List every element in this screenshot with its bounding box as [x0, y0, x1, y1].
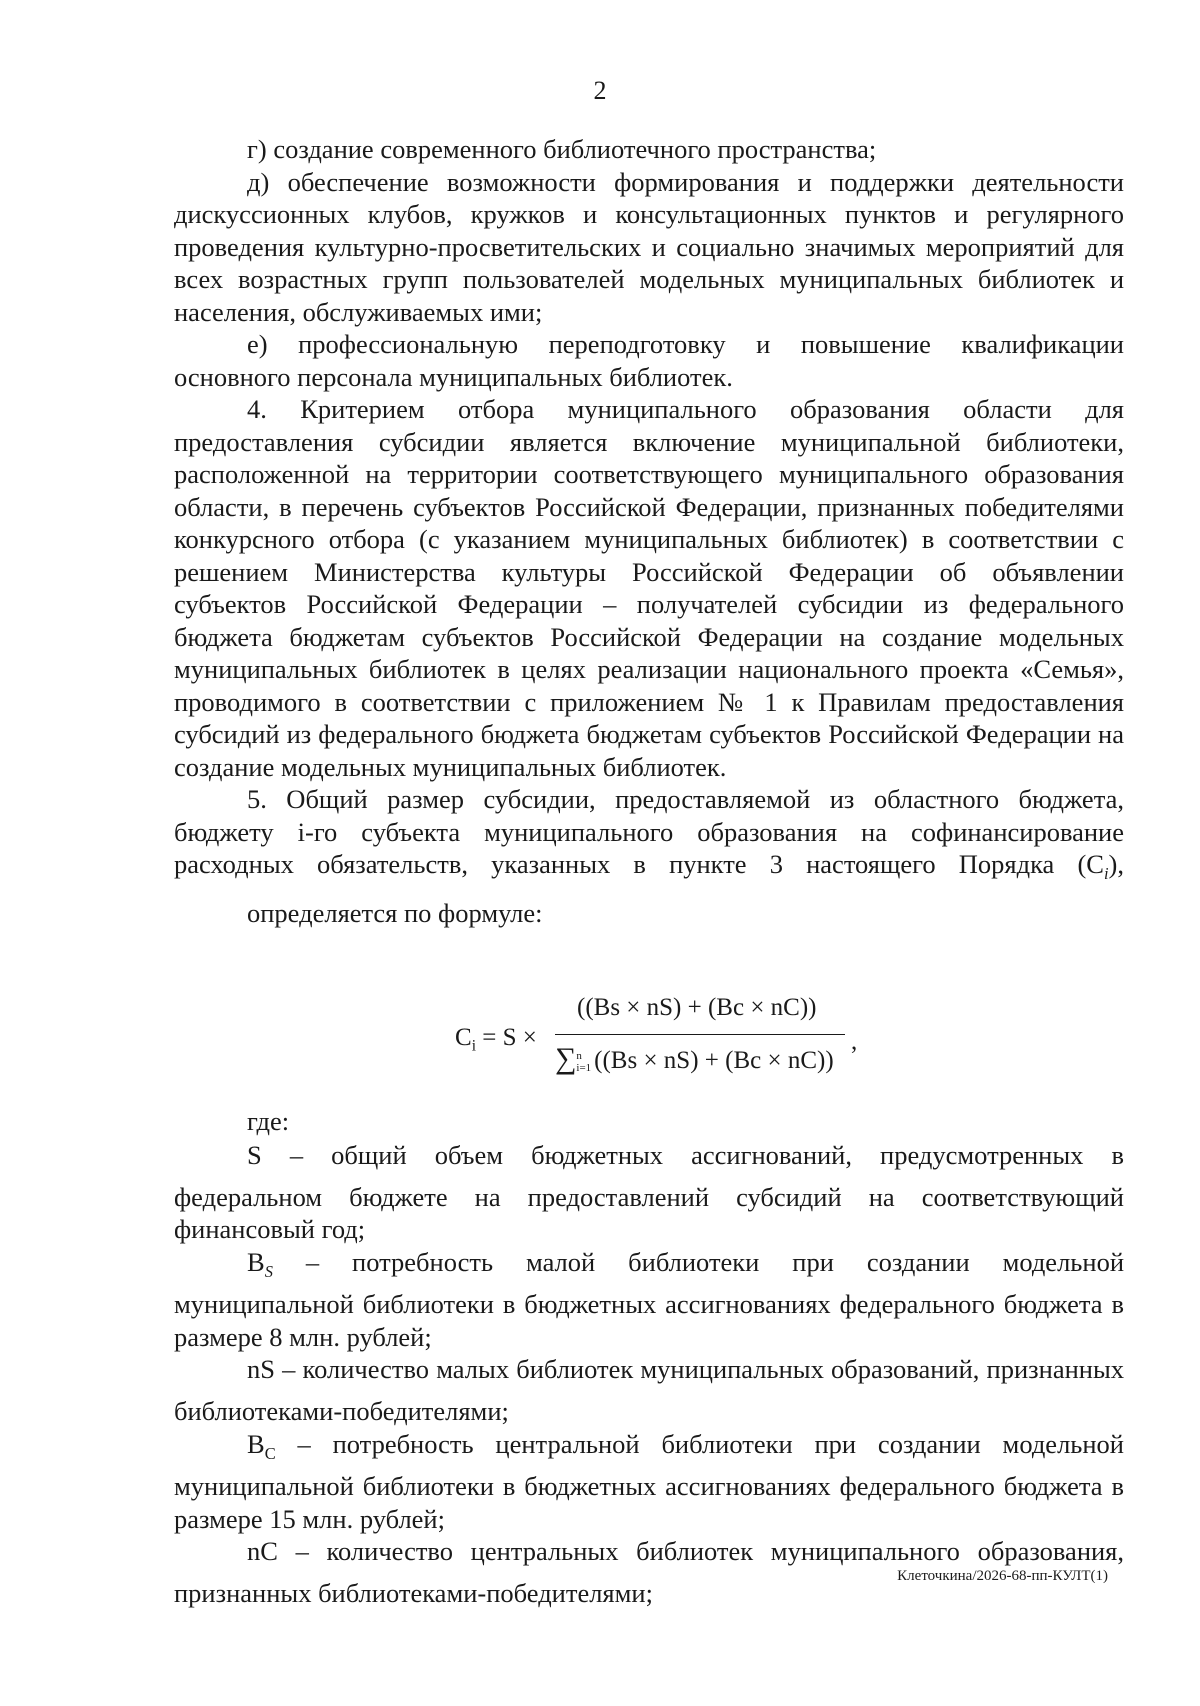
formula-lhs-subscript: i — [471, 1037, 476, 1055]
definition-text: – потребность малой библиотеки при создании модельной муниципальной библиотеки в бюджетных ассигнованиях федерального бюджета в размере 8 млн. рублей; — [174, 1246, 1124, 1352]
definition-symbol: B — [247, 1428, 265, 1459]
formula-lhs — [455, 1024, 537, 1055]
fraction-line — [555, 1034, 845, 1035]
definition-symbol: nS — [247, 1354, 275, 1384]
definition-bc — [174, 1428, 1124, 1535]
paragraph-item-g: г) создание современного библиотечного пространства; — [247, 134, 877, 164]
subsidy-formula — [455, 994, 935, 1084]
paragraph-5 — [174, 783, 1124, 890]
paragraph-5-last-line: определяется по формуле: — [247, 898, 543, 929]
definition-text: – потребность центральной библиотеки при создании модельной муниципальной библиотеки в бюджетных ассигнованиях федерального бюджета в размере 15 млн. рублей; — [174, 1428, 1124, 1534]
definition-subscript: S — [264, 1261, 273, 1281]
paragraph-5-tail: ), — [1108, 849, 1124, 879]
formula-comma: , — [851, 1028, 858, 1055]
definition-ns — [174, 1353, 1124, 1428]
paragraph-item-d: д) обеспечение возможности формирования и поддержки деятельности дискуссионных клубов, кружков и консультационных пунктов и регулярного проведения культурно-просветительских и социально значимых мероприятий для всех возрастных групп пользователей модельных муниципальных библиотек и населения, обслуживаемых ими; — [174, 166, 1124, 327]
formula-denominator: ((Bs × nS) + (Bc × nC)) — [594, 1047, 834, 1074]
paragraph-5-text: 5. Общий размер субсидии, предоставляемой из областного бюджета, бюджету i-го субъекта муниципального образования на софинансирование расходных обязательств, указанных в пункте 3 настоящего Порядка (C — [174, 784, 1124, 879]
definition-symbol: nC — [247, 1536, 278, 1566]
formula-denominator-wrap — [555, 1042, 834, 1076]
document-body-top — [174, 133, 1124, 930]
definition-text: – количество малых библиотек муниципальных образований, признанных библиотеками-победителями; — [174, 1354, 1124, 1427]
definition-s — [174, 1139, 1124, 1246]
definition-subscript: C — [264, 1443, 276, 1463]
paragraph-item-e: е) профессиональную переподготовку и повышение квалификации основного персонала муниципальных библиотек. — [174, 329, 1124, 392]
definition-text: – количество центральных библиотек муниципального образования, признанных библиотеками-победителями; — [174, 1536, 1124, 1609]
formula-lhs-symbol: C — [455, 1024, 472, 1051]
definition-symbol: B — [247, 1246, 265, 1277]
where-label: где: — [247, 1106, 290, 1136]
sum-limits — [576, 1050, 591, 1074]
formula-numerator: ((Bs × nS) + (Bc × nC)) — [577, 994, 817, 1021]
definition-text: – общий объем бюджетных ассигнований, предусмотренных в федеральном бюджете на предоставлений субсидий на соответствующий финансовый год; — [174, 1139, 1124, 1245]
formula-lhs-rest: = S × — [476, 1024, 537, 1051]
paragraph-5-subscript: i — [1103, 863, 1109, 883]
definition-symbol: S — [247, 1139, 262, 1170]
page-number: 2 — [593, 76, 607, 105]
definition-bs — [174, 1246, 1124, 1353]
document-footer-code: Клеточкина/2026-68-пп-КУЛТ(1) — [897, 1568, 1108, 1584]
sum-upper-limit: n — [576, 1050, 582, 1063]
sum-sign: ∑ — [555, 1042, 577, 1075]
document-body-bottom — [174, 1105, 1124, 1610]
paragraph-4: 4. Критерием отбора муниципального образования области для предоставления субсидии является включение муниципальной библиотеки, расположенной на территории соответствующего муниципального образования области, в перечень субъектов Российской Федерации, признанных победителями конкурсного отбора (с указанием муниципальных библиотек) в соответствии с решением Министерства культуры Российской Федерации об объявлении субъектов Российской Федерации – получателей субсидии из федерального бюджета бюджетам субъектов Российской Федерации на создание модельных муниципальных библиотек в целях реализации национального проекта «Семья», проводимого в соответствии с приложением № 1 к Правилам предоставления субсидий из федерального бюджета бюджетам субъектов Российской Федерации на создание модельных муниципальных библиотек. — [174, 394, 1124, 782]
sum-lower-limit: i=1 — [576, 1062, 592, 1075]
